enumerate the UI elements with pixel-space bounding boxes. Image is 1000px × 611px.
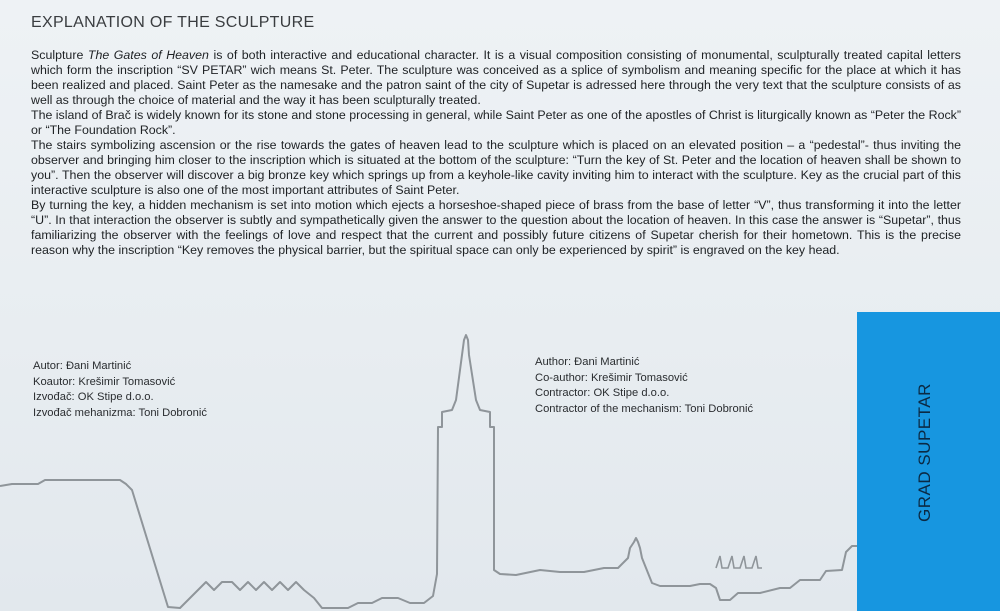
paragraph-2: The island of Brač is widely known for its stone and stone processing in general, while Saint Peter as one of the apostles of Christ is liturgically known as “Peter the Rock” or “The Foundation Rock”. [31, 108, 961, 137]
credit-contractor: Contractor: OK Stipe d.o.o. [535, 387, 670, 399]
credit-coauthor: Co-author: Krešimir Tomasović [535, 371, 688, 384]
panel-label: GRAD SUPETAR [915, 383, 934, 522]
credit-mechanism: Izvođač mehanizma: Toni Dobronić [33, 406, 207, 419]
credits-croatian [33, 359, 207, 421]
paragraph-1: Sculpture The Gates of Heaven is of both interactive and educational character. It is a visual composition consisting of monumental, sculpturally treated capital letters which form the inscription “SV PETAR” wich means St. Peter. The sculpture was conceived as a splice of symbolism and meaning specific for the place at which it has been realized and placed. Saint Peter as the namesake and the patron saint of the city of Supetar is adressed here through the very text that the sculpture consists of as well as through the choice of material and the way it has been sculpturally treated. [31, 48, 961, 107]
credit-contractor: Izvođač: OK Stipe d.o.o. [33, 391, 154, 403]
credit-coauthor: Koautor: Krešimir Tomasović [33, 375, 176, 388]
paragraph-4: By turning the key, a hidden mechanism is set into motion which ejects a horseshoe-shaped piece of brass from the base of letter “V”, thus transforming it into the letter “U”. In that interaction the observer is subtly and sympathetically given the answer to the question about the location of heaven. In this case the answer is “Supetar”, thus familiarizing the observer with the feelings of love and respect that the current and possibly future citizens of Supetar cherish for their hometown. This is the precise reason why the inscription “Key removes the physical barrier, but the spiritual space can only be experienced by spirit” is engraved on the key head. [31, 198, 961, 257]
credit-mechanism: Contractor of the mechanism: Toni Dobronić [535, 402, 754, 415]
grad-supetar-panel [857, 312, 1000, 611]
credits-english [535, 355, 753, 417]
sculpture-name: The Gates of Heaven [87, 48, 209, 62]
credit-author: Autor: Đani Martinić [33, 360, 132, 372]
page-title: EXPLANATION OF THE SCULPTURE [31, 14, 315, 31]
paragraph-3: The stairs symbolizing ascension or the rise towards the gates of heaven lead to the sculpture which is placed on an elevated position – a “pedestal”- thus inviting the observer and bringing him closer to the inscription which is situated at the bottom of the sculpture: “Turn the key of St. Peter and the location of heaven shall be shown to you”. Then the observer will discover a big bronze key which springs up from a keyhole-like cavity inviting him to interact with the sculpture. Key as the crucial part of this interactive sculpture is also one of the most important attributes of Saint Peter. [31, 138, 961, 197]
credit-author: Author: Đani Martinić [535, 356, 640, 368]
